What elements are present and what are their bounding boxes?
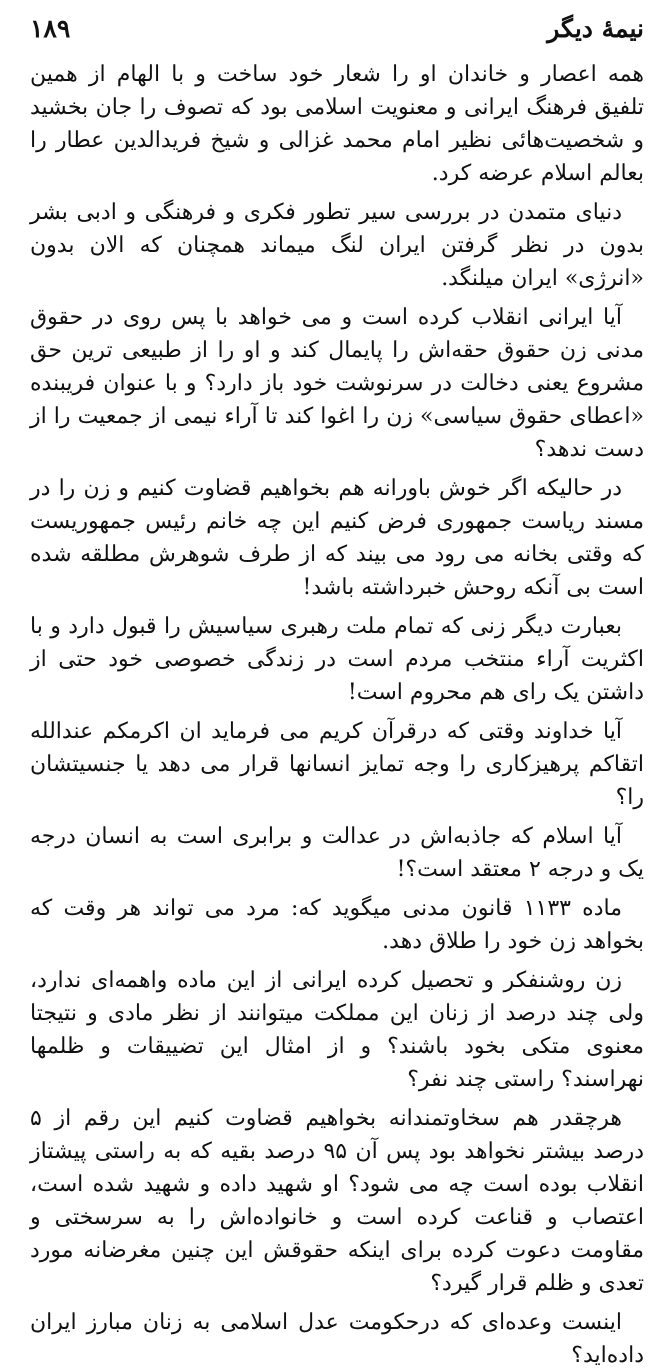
paragraph: بعبارت دیگر زنی که تمام ملت رهبری سیاسیش را قبول دارد و با اکثریت آراء منتخب مردم است در زندگی خصوصی خود حتی از داشتن یک رای هم محروم است! bbox=[30, 614, 644, 705]
paragraph: آیا خداوند وقتی که درقرآن کریم می فرماید ان اکرمکم عندالله اتقاکم پرهیزکاری را وجه تمایز انسانها قرار می دهد یا جنسیتشان را؟ bbox=[30, 719, 644, 810]
running-title: نیمهٔ دیگر bbox=[547, 14, 644, 43]
paragraph: هرچقدر هم سخاوتمندانه بخواهیم قضاوت کنیم این رقم از ۵ درصد بیشتر نخواهد بود پس آن ۹۵ درصد بقیه که به راستی پیشتاز انقلاب بوده است چه می شود؟ او شهید داده و شهید شده است، اعتصاب و قناعت کرده است و خانواده‌اش را به سرسختی و مقاومت دعوت کرده برای اینکه حقوقش این چنین مغرضانه مورد تعدی و ظلم قرار گیرد؟ bbox=[30, 1106, 645, 1296]
paragraph: آیا اسلام که جاذبه‌اش در عدالت و برابری است به انسان درجه یک و درجه ۲ معتقد است؟! bbox=[30, 824, 644, 882]
running-header bbox=[30, 12, 644, 46]
paragraph: ماده ۱۱۳۳ قانون مدنی میگوید که: مرد می تواند هر وقت که بخواهد زن خود را طلاق دهد. bbox=[30, 896, 644, 954]
paragraph: همه اعصار و خاندان او را شعار خود ساخت و با الهام از همین تلفیق فرهنگ ایرانی و معنویت اسلامی بود که تصوف را جان بخشید و شخصیت‌هائی نظیر امام محمد غزالی و شیخ فریدالدین عطار را بعالم اسلام عرضه کرد. bbox=[30, 62, 644, 186]
paragraph: زن روشنفکر و تحصیل کرده ایرانی از این ماده واهمه‌ای ندارد، ولی چند درصد از زنان این مملکت میتوانند از نظر مادی و نتیجتا معنوی متکی بخود باشند؟ و از امثال این تضییقات و ظلمها نهراسند؟ راستی چند نفر؟ bbox=[30, 968, 644, 1092]
paragraph: اینست وعده‌ای که درحکومت عدل اسلامی به زنان مبارز ایران داده‌اید؟ bbox=[30, 1310, 644, 1368]
paragraph: آیا ایرانی انقلاب کرده است و می خواهد با پس روی در حقوق مدنی زن حقوق حقه‌اش را پایمال کند و او را از طبیعی ترین حق مشروع یعنی دخالت در سرنوشت خود باز دارد؟ و با عنوان فریبنده «اعطای حقوق سیاسی» زن را اغوا کند تا آراء نیمی از جمعیت را از دست ندهد؟ bbox=[30, 305, 644, 462]
page-number: ۱۸۹ bbox=[30, 14, 71, 43]
paragraph: دنیای متمدن در بررسی سیر تطور فکری و فرهنگی و ادبی بشر بدون در نظر گرفتن ایران لنگ میماند همچنان که الان بدون «انرژی» ایران میلنگد. bbox=[30, 200, 644, 291]
paragraph: در حالیکه اگر خوش باورانه هم بخواهیم قضاوت کنیم و زن را در مسند ریاست جمهوری فرض کنیم این چه خانم رئیس جمهوریست که وقتی بخانه می رود می بیند که از طرف شوهرش مطلقه شده است بی آنکه روحش خبرداشته باشد! bbox=[30, 476, 644, 600]
body-text bbox=[30, 58, 644, 1372]
